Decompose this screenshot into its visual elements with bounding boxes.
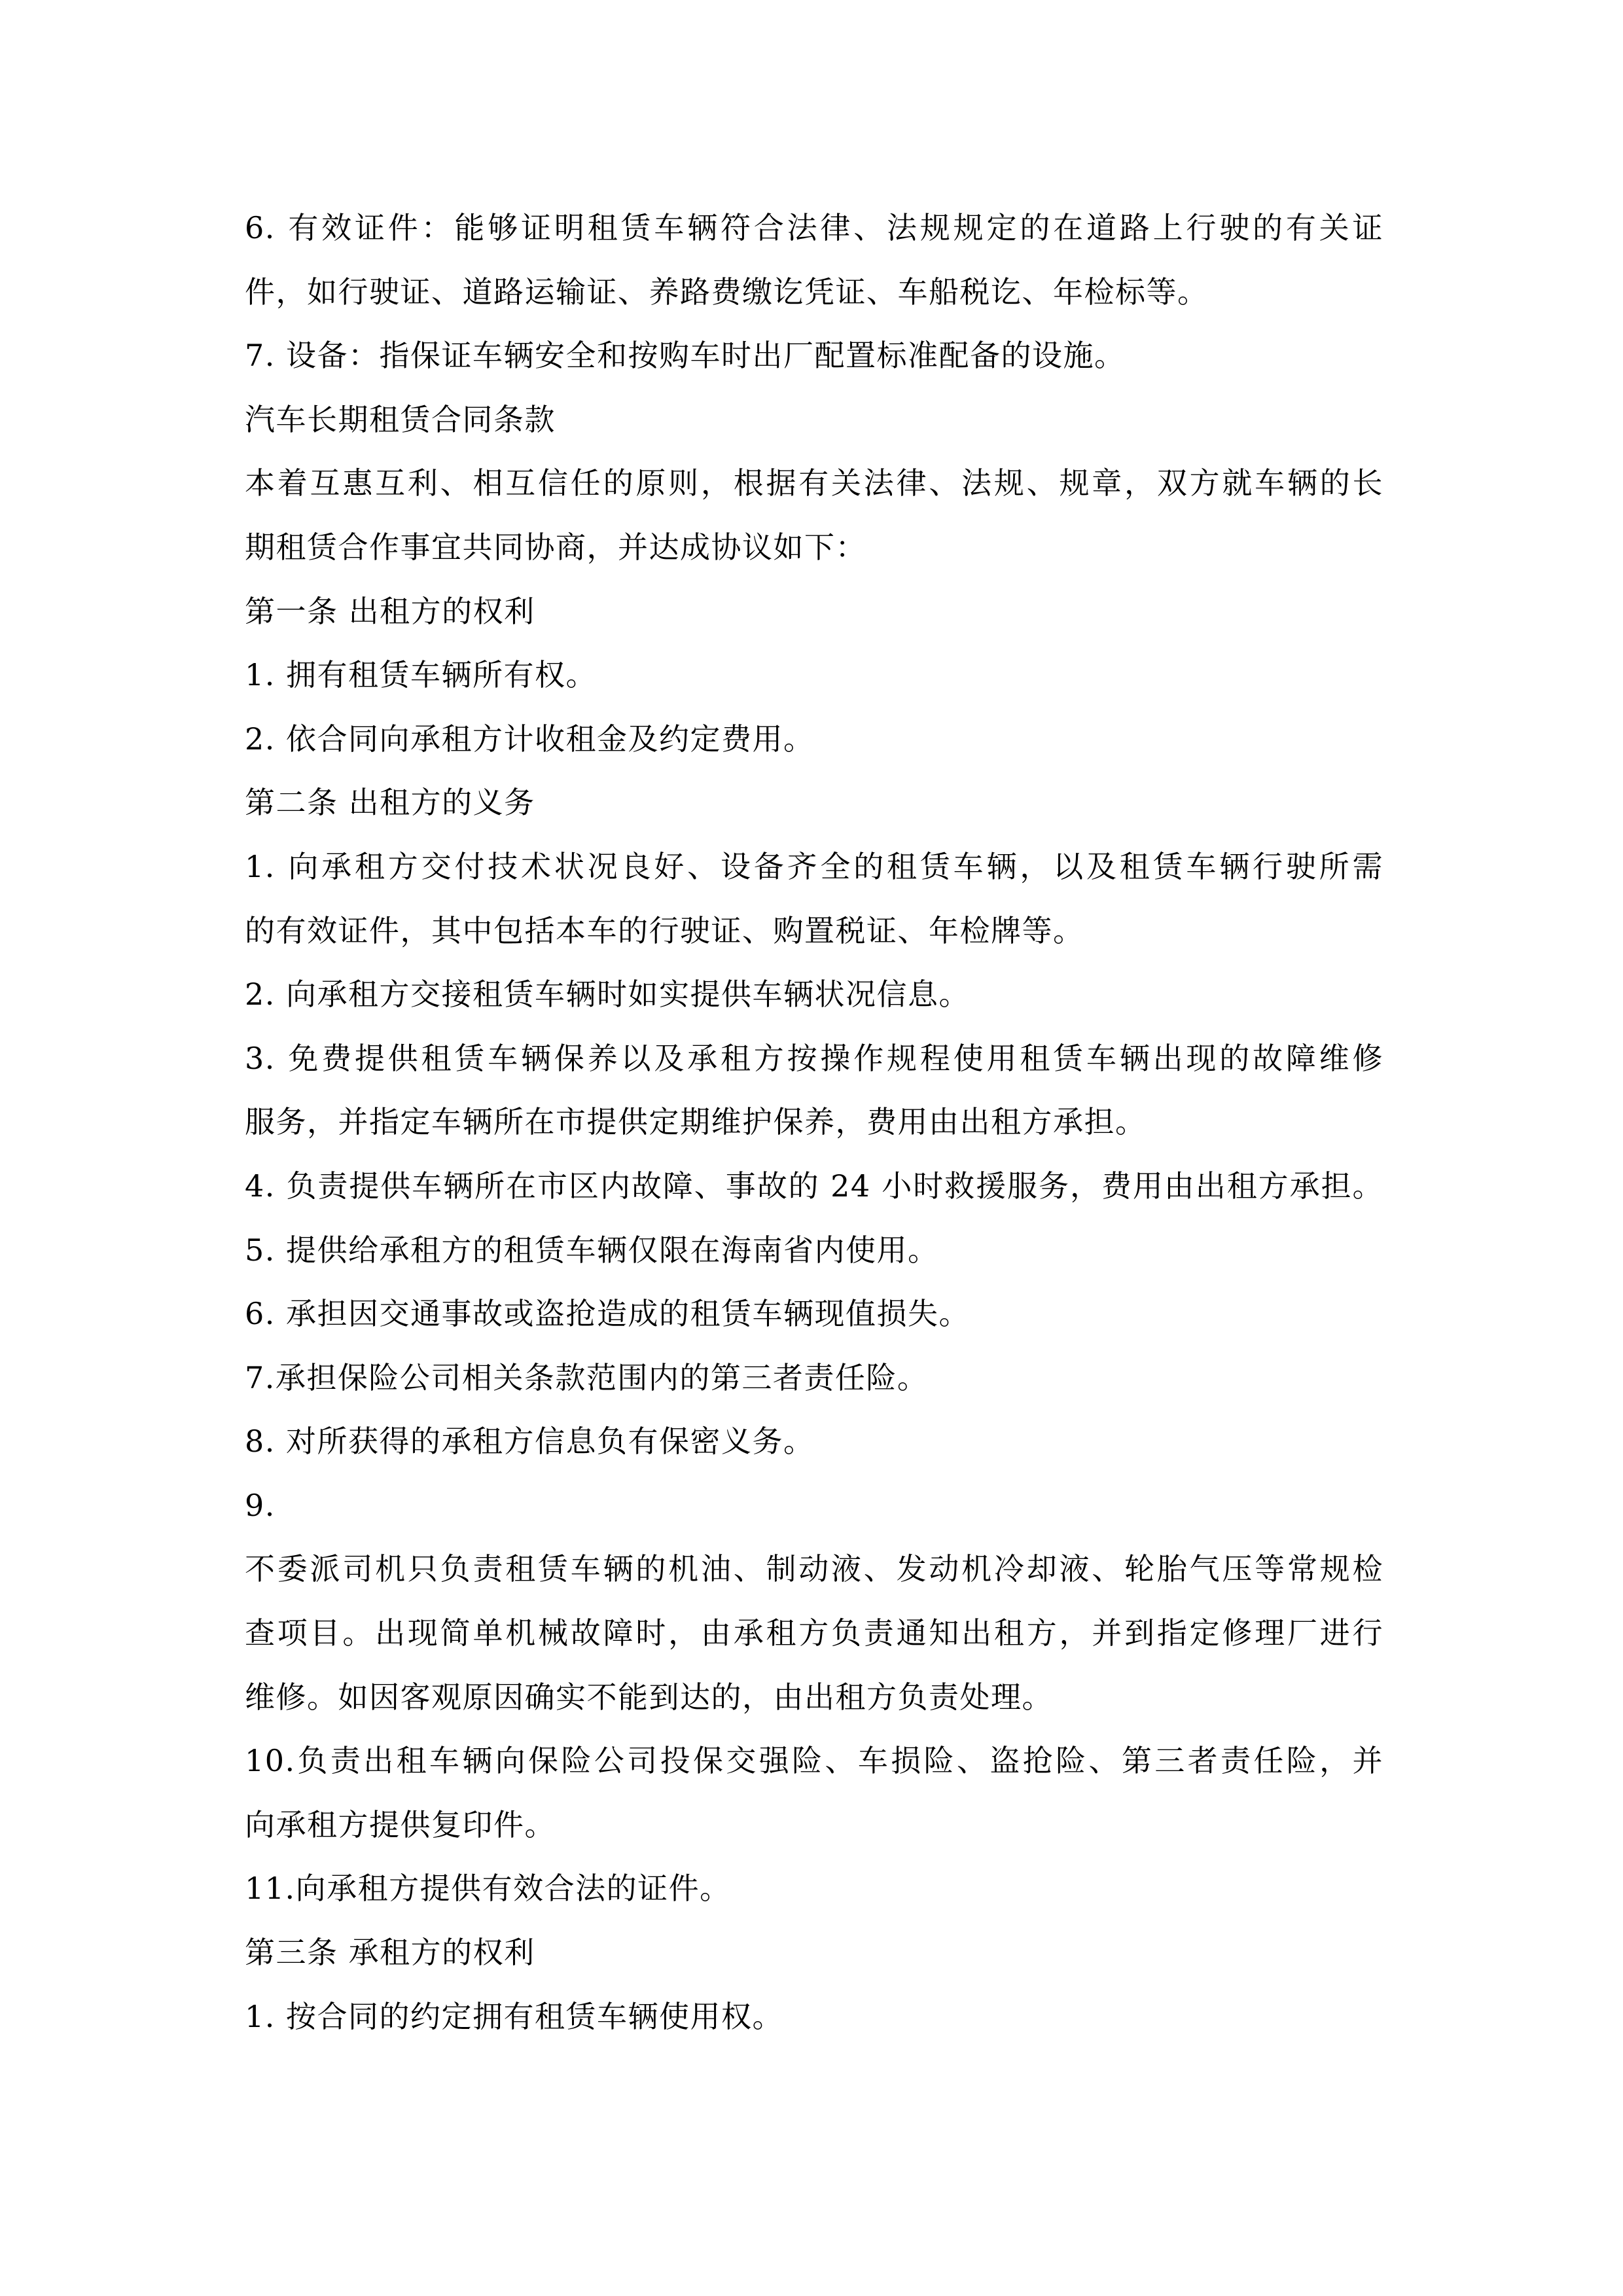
text-line: 5. 提供给承租方的租赁车辆仅限在海南省内使用。 [245,1232,939,1268]
text-line: 期租赁合作事宜共同协商，并达成协议如下： [245,529,866,565]
text-line: 1. 向承租方交付技术状况良好、设备齐全的租赁车辆，以及租赁车辆行驶所需 [245,848,1383,884]
section-heading: 汽车长期租赁合同条款 [245,401,556,437]
text-line: 2. 依合同向承租方计收租金及约定费用。 [245,721,815,757]
article-heading: 第一条 出租方的权利 [245,593,535,629]
text-line: 7.承担保险公司相关条款范围内的第三者责任险。 [245,1359,929,1395]
text-line: 维修。如因客观原因确实不能到达的，由出租方负责处理。 [245,1679,1053,1715]
text-line: 服务，并指定车辆所在市提供定期维护保养，费用由出租方承担。 [245,1104,1147,1140]
article-heading: 第三条 承租方的权利 [245,1935,535,1971]
text-line: 10.负责出租车辆向保险公司投保交强险、车损险、盗抢险、第三者责任险，并 [245,1743,1383,1779]
text-line: 的有效证件，其中包括本车的行驶证、购置税证、年检牌等。 [245,912,1084,948]
text-line: 件，如行驶证、道路运输证、养路费缴讫凭证、车船税讫、年检标等。 [245,274,1209,310]
text-line: 1. 按合同的约定拥有租赁车辆使用权。 [245,1998,784,2034]
text-line: 向承租方提供复印件。 [245,1806,556,1842]
text-line: 本着互惠互利、相互信任的原则，根据有关法律、法规、规章，双方就车辆的长 [245,465,1383,501]
text-line: 2. 向承租方交接租赁车辆时如实提供车辆状况信息。 [245,977,971,1013]
text-line: 3. 免费提供租赁车辆保养以及承租方按操作规程使用租赁车辆出现的故障维修 [245,1040,1383,1076]
text-line: 7. 设备：指保证车辆安全和按购车时出厂配置标准配备的设施。 [245,338,1126,374]
text-line: 8. 对所获得的承租方信息负有保密义务。 [245,1424,815,1460]
text-line: 6. 承担因交通事故或盗抢造成的租赁车辆现值损失。 [245,1296,971,1332]
document-body [245,196,1383,2049]
article-heading: 第二条 出租方的义务 [245,785,535,821]
text-line: 4. 负责提供车辆所在市区内故障、事故的 24 小时救援服务，费用由出租方承担。 [245,1168,1383,1204]
text-line: 11.向承租方提供有效合法的证件。 [245,1871,731,1907]
text-line: 6. 有效证件：能够证明租赁车辆符合法律、法规规定的在道路上行驶的有关证 [245,210,1383,245]
text-line: 1. 拥有租赁车辆所有权。 [245,657,597,693]
text-line: 不委派司机只负责租赁车辆的机油、制动液、发动机冷却液、轮胎气压等常规检 [245,1551,1383,1587]
text-line: 9. [245,1487,276,1523]
text-line: 查项目。出现简单机械故障时，由承租方负责通知出租方，并到指定修理厂进行 [245,1615,1383,1651]
